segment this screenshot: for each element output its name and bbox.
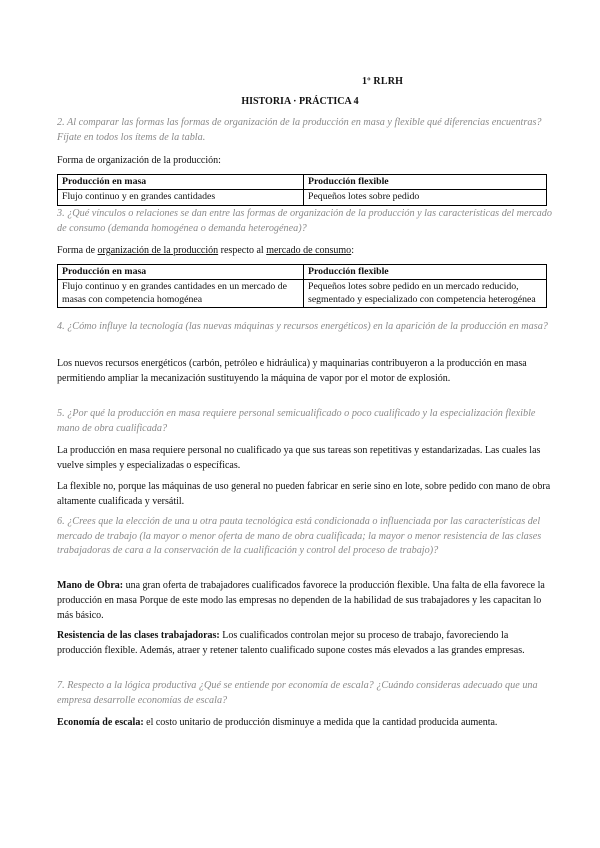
answer-6-labour (57, 578, 554, 624)
question-3: 3. ¿Qué vínculos o relaciones se dan entre las formas de organización de la producción y las características del mercado de consumo (demanda homogénea o demanda heterogénea)? (57, 208, 552, 234)
table-1-header-row (58, 175, 547, 190)
answer-6-labour-label: Mano de Obra: (57, 580, 124, 591)
answer-4: Los nuevos recursos energéticos (carbón, petróleo e hidráulica) y maquinarias contribuyeron a la producción en masa permitiendo ampliar la mecanización sustituyendo la máquina de vapor por el motor de explosión. (57, 358, 527, 385)
table-2-label-part: : (351, 245, 354, 256)
table-row (58, 280, 547, 308)
answer-5-mass: La producción en masa requiere personal no cualificado ya que sus tareas son repetitivas y estandarizadas. Las cuales las vuelve simples y especializadas o específicas. (57, 445, 541, 472)
table-2-header-row (58, 265, 547, 280)
page-title: HISTORIA · PRÁCTICA 4 (241, 96, 359, 107)
table-2-label-part: Forma de (57, 245, 98, 256)
question-6: 6. ¿Crees que la elección de una u otra pauta tecnológica está condicionada o influenciada por las características del mercado de trabajo (la mayor o menor oferta de mano de obra cualificada; la mayor o menor resistencia de las clases trabajadoras de cara a la conservación de la cualificación y control del proceso de trabajo)? (57, 516, 542, 557)
answer-7-label: Economía de escala: (57, 717, 144, 728)
answer-6-resistance (57, 628, 554, 658)
answer-6-resistance-text: Los cualificados controlan mejor su proceso de trabajo, favoreciendo la producción flexible. Además, atraer y retener talento cualificado supone costes más elevados a las grandes empresas. (57, 630, 525, 657)
table-2-label-part: respecto al (218, 245, 267, 256)
answer-6-resistance-label: Resistencia de las clases trabajadoras: (57, 630, 220, 641)
question-2: 2. Al comparar las formas las formas de organización de la producción en masa y flexible qué diferencias encuentras? Fíjate en todos los ítems de la tabla. (57, 117, 542, 143)
question-4: 4. ¿Cómo influye la tecnología (las nuevas máquinas y recursos energéticos) en la aparición de la producción en masa? (57, 321, 548, 332)
question-7: 7. Respecto a la lógica productiva ¿Qué se entiende por economía de escala? ¿Cuándo consideras adecuado que una empresa desarrolle economías de escala? (57, 680, 538, 706)
table-2-header-mass: Producción en masa (58, 265, 304, 280)
table-2-header-flexible: Producción flexible (304, 265, 547, 280)
answer-6-labour-text: una gran oferta de trabajadores cualificados favorece la producción flexible. Una falta de ella favorece la producción en masa Porque de este modo las empresas no dependen de la habilidad de sus trabajadores y les capacitan lo más básico. (57, 580, 545, 622)
question-5: 5. ¿Por qué la producción en masa requiere personal semicualificado o poco cualificado y la especialización flexible mano de obra cualificada? (57, 408, 536, 434)
table-2-cell-mass: Flujo continuo y en grandes cantidades en un mercado de masas con competencia homogénea (58, 280, 304, 308)
table-1-cell-mass: Flujo continuo y en grandes cantidades (58, 190, 304, 205)
answer-5-flexible: La flexible no, porque las máquinas de uso general no pueden fabricar en serie sino en lote, sobre pedido con mano de obra altamente cualificada y versátil. (57, 481, 551, 508)
table-2-cell-flexible: Pequeños lotes sobre pedido en un mercado reducido, segmentado y especializado con competencia heterogénea (304, 280, 547, 308)
table-2 (57, 264, 547, 308)
table-2-label-link-2: mercado de consumo (266, 245, 352, 256)
table-row (58, 190, 547, 205)
answer-7-text: el costo unitario de producción disminuye a medida que la cantidad producida aumenta. (143, 717, 498, 728)
table-1-header-flexible: Producción flexible (304, 175, 547, 190)
course-code: 1º RLRH (362, 76, 404, 87)
table-2-label (57, 244, 552, 257)
table-1-cell-flexible: Pequeños lotes sobre pedido (304, 190, 547, 205)
table-1-label: Forma de organización de la producción: (57, 155, 221, 166)
table-2-label-link-1: organización de la producción (97, 245, 219, 256)
answer-7 (57, 715, 554, 730)
table-1 (57, 174, 547, 206)
table-1-header-mass: Producción en masa (58, 175, 304, 190)
